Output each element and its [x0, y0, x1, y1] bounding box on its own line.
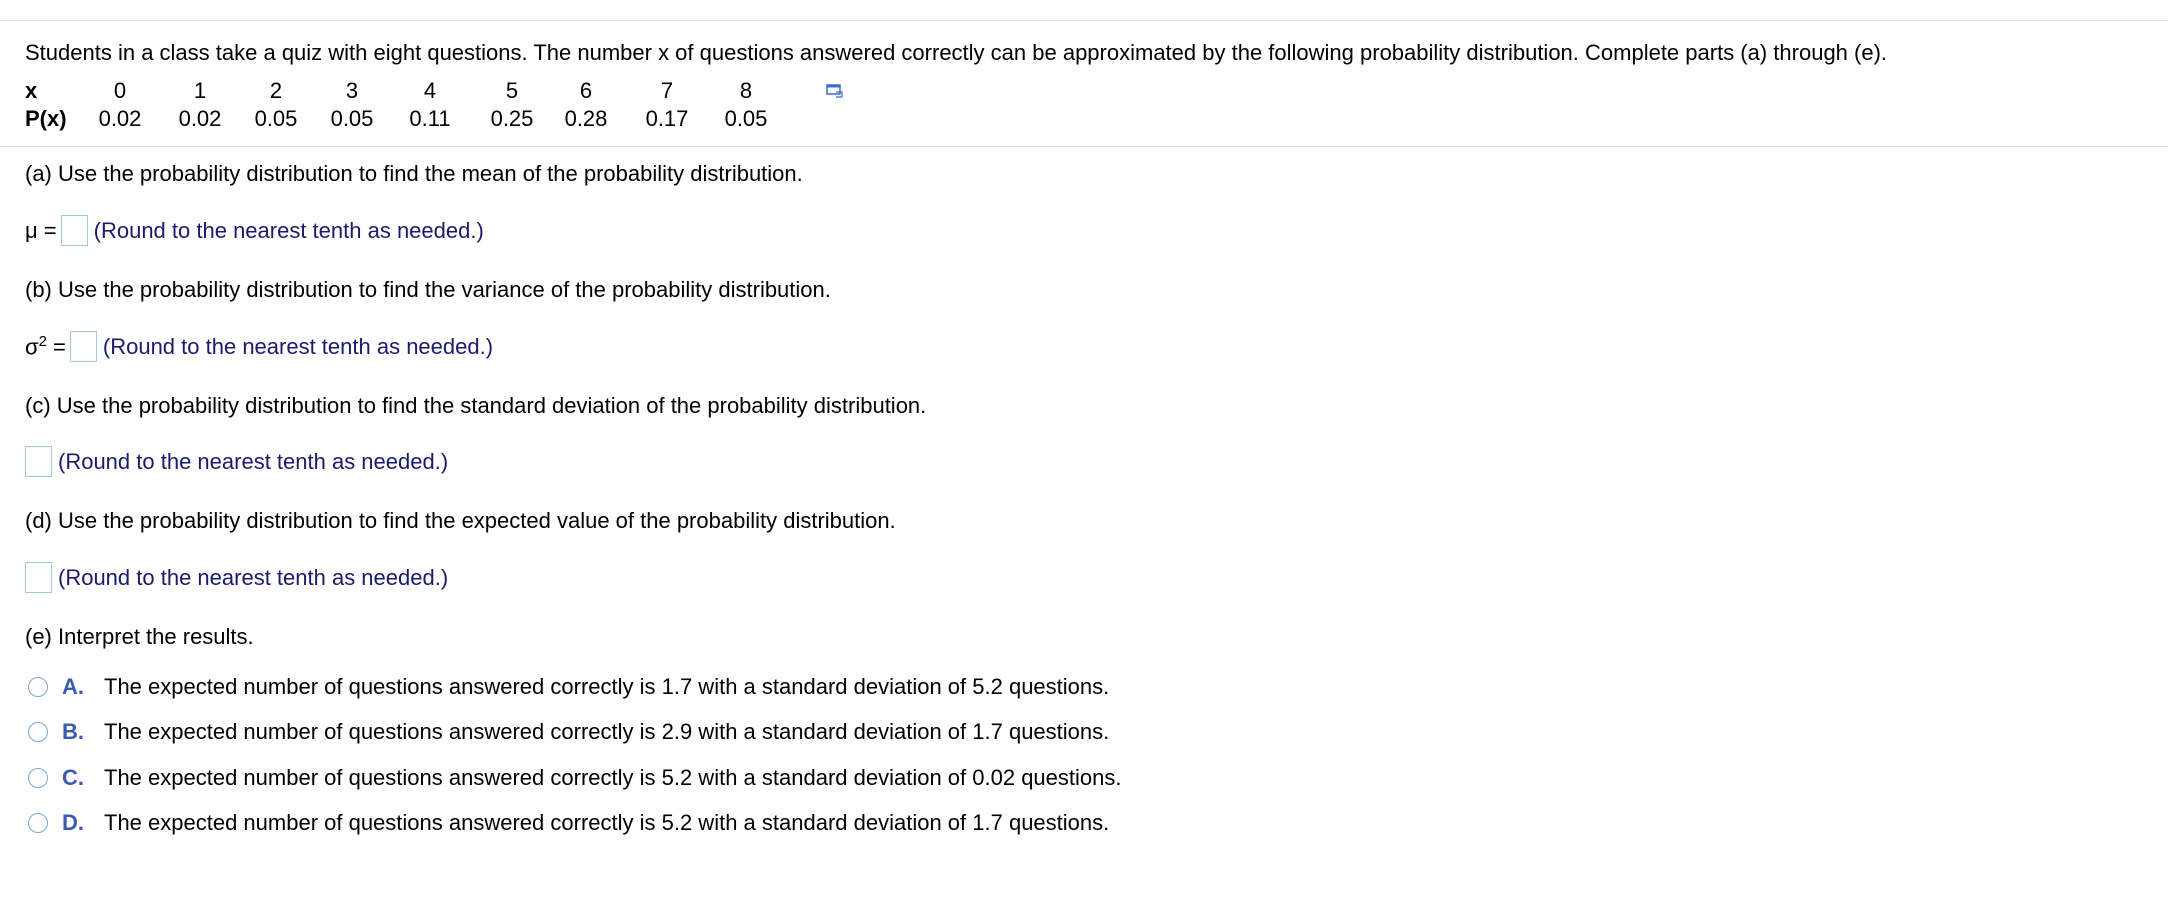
part-c-hint: (Round to the nearest tenth as needed.) — [58, 448, 449, 474]
radio-d[interactable] — [28, 813, 48, 833]
part-b-prompt: (b) Use the probability distribution to find the variance of the probability distribution. — [25, 277, 831, 302]
popout-window-icon[interactable] — [826, 84, 844, 98]
std-dev-input[interactable] — [25, 446, 52, 477]
equals-sign: = — [46, 334, 66, 360]
section-divider — [0, 146, 2168, 147]
x-value: 7 — [660, 78, 674, 103]
variance-input[interactable] — [70, 331, 97, 362]
part-c-prompt: (c) Use the probability distribution to find the standard deviation of the probability distribution. — [25, 393, 927, 418]
variance-symbol — [25, 333, 66, 360]
option-d-letter: D. — [62, 810, 84, 835]
question-intro: Students in a class take a quiz with eight questions. The number x of questions answered correctly can be approximated by the following probability distribution. Complete parts (a) through (e). — [25, 40, 1888, 65]
radio-a[interactable] — [28, 677, 48, 697]
x-value: 4 — [423, 78, 437, 103]
x-value: 8 — [739, 78, 753, 103]
expected-value-input[interactable] — [25, 562, 52, 593]
x-value: 0 — [113, 78, 127, 103]
part-a-answer-line — [25, 215, 484, 246]
p-value: 0.05 — [330, 106, 374, 131]
radio-c[interactable] — [28, 768, 48, 788]
option-c-text: The expected number of questions answered correctly is 5.2 with a standard deviation of 0.02 questions. — [104, 765, 1122, 790]
part-b-answer-line — [25, 331, 493, 362]
p-value: 0.25 — [490, 106, 534, 131]
p-value: 0.17 — [645, 106, 689, 131]
x-header: x — [25, 78, 38, 103]
part-d-answer-line — [25, 562, 448, 593]
part-a-hint: (Round to the nearest tenth as needed.) — [93, 217, 484, 243]
p-value: 0.05 — [254, 106, 298, 131]
p-value: 0.02 — [178, 106, 222, 131]
sigma-char: σ — [25, 334, 39, 360]
option-c-letter: C. — [62, 765, 84, 790]
p-value: 0.11 — [409, 106, 451, 131]
option-a-text: The expected number of questions answered correctly is 1.7 with a standard deviation of 5.2 questions. — [104, 674, 1110, 699]
part-d-prompt: (d) Use the probability distribution to find the expected value of the probability distribution. — [25, 508, 896, 533]
x-value: 5 — [505, 78, 519, 103]
option-b-text: The expected number of questions answered correctly is 2.9 with a standard deviation of 1.7 questions. — [104, 719, 1110, 744]
p-value: 0.28 — [564, 106, 608, 131]
p-header: P(x) — [25, 106, 67, 131]
x-value: 3 — [345, 78, 359, 103]
top-divider — [0, 20, 2168, 21]
x-value: 1 — [193, 78, 207, 103]
part-a-prompt: (a) Use the probability distribution to find the mean of the probability distribution. — [25, 161, 803, 186]
p-value: 0.02 — [98, 106, 142, 131]
radio-b[interactable] — [28, 722, 48, 742]
p-value: 0.05 — [724, 106, 768, 131]
option-d-text: The expected number of questions answered correctly is 5.2 with a standard deviation of 1.7 questions. — [104, 810, 1110, 835]
part-b-hint: (Round to the nearest tenth as needed.) — [102, 333, 494, 359]
option-a-letter: A. — [62, 674, 84, 699]
option-b-letter: B. — [62, 719, 84, 744]
x-value: 6 — [579, 78, 593, 103]
part-d-hint: (Round to the nearest tenth as needed.) — [58, 564, 449, 590]
x-value: 2 — [269, 78, 283, 103]
mean-symbol: μ = — [25, 217, 57, 243]
squared-sup: 2 — [38, 332, 47, 350]
part-c-answer-line — [25, 446, 448, 477]
mean-input[interactable] — [61, 215, 88, 246]
part-e-prompt: (e) Interpret the results. — [25, 624, 254, 649]
